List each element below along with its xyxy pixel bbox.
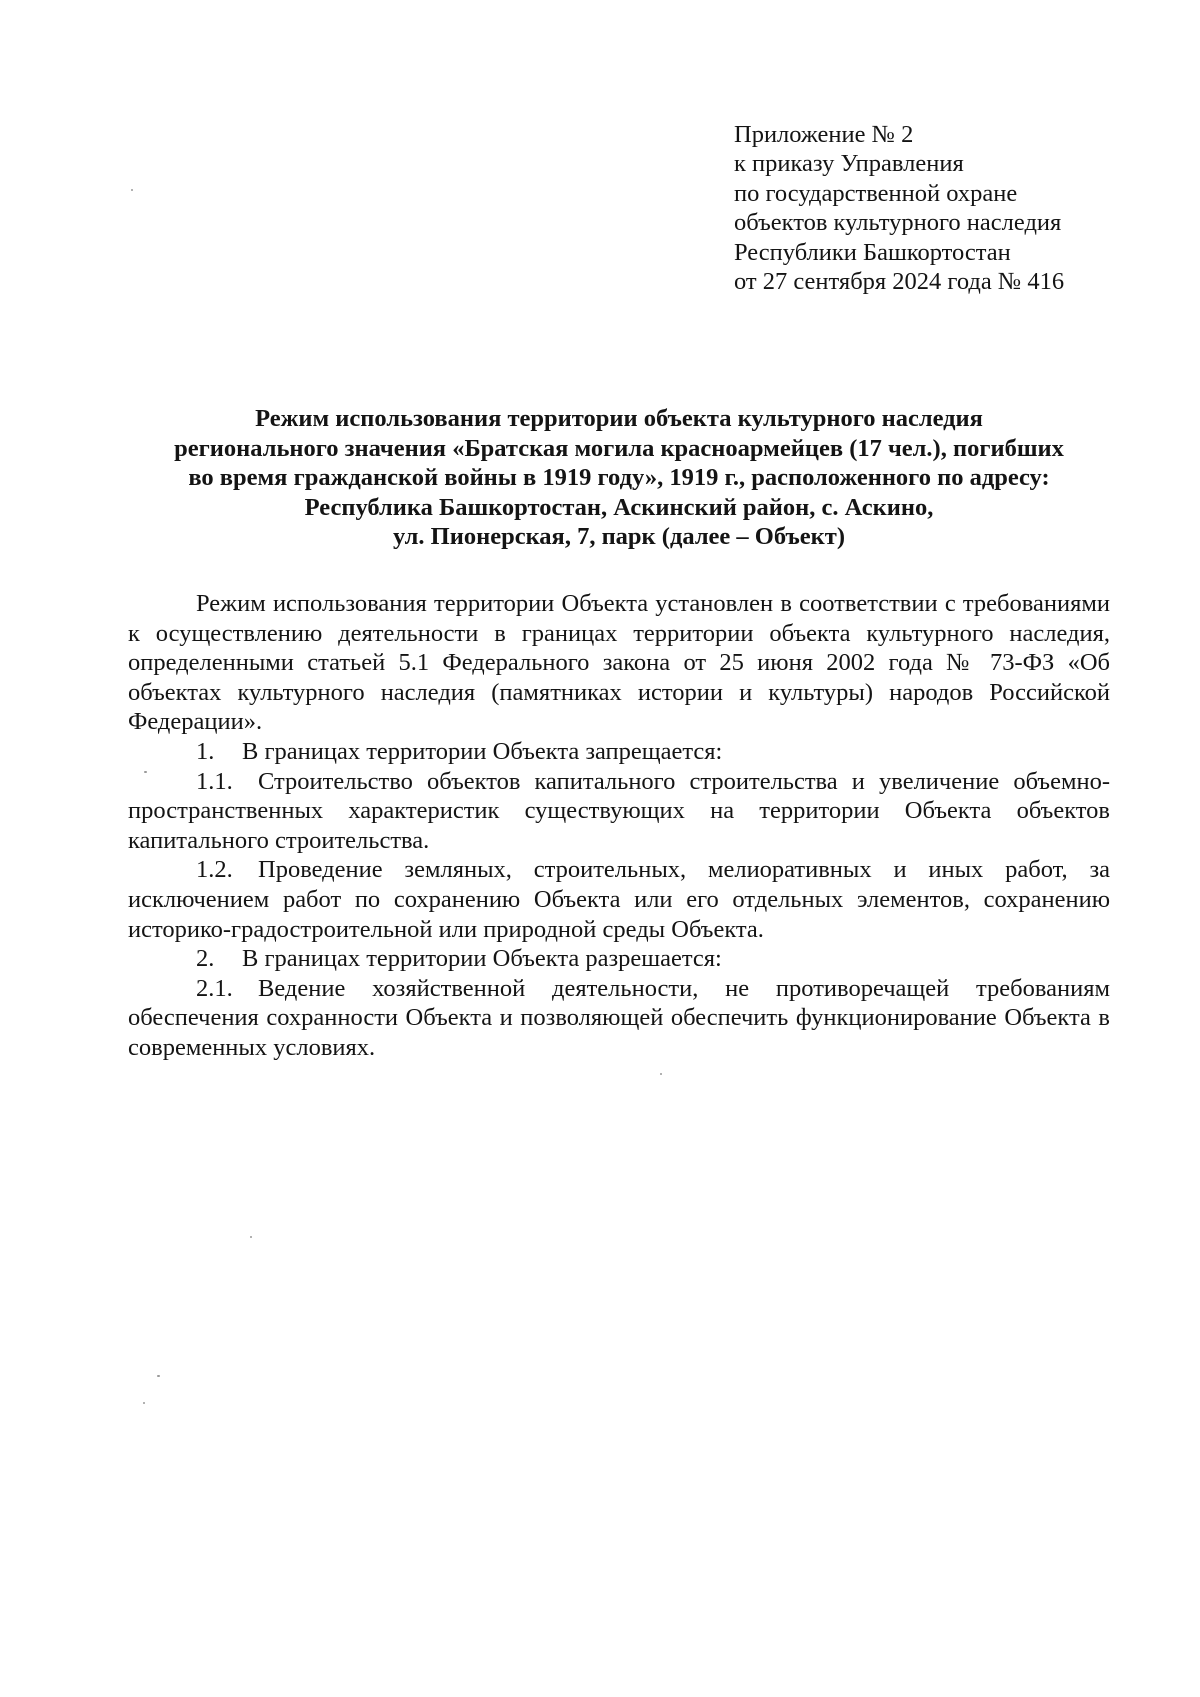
scan-speck bbox=[143, 1402, 145, 1404]
document-body bbox=[128, 589, 1110, 1063]
appendix-line: Республики Башкортостан bbox=[734, 238, 1011, 266]
list-item bbox=[128, 737, 1110, 767]
appendix-line: от 27 сентября 2024 года № 416 bbox=[734, 268, 1065, 296]
document-title bbox=[128, 404, 1110, 552]
scan-speck bbox=[250, 1236, 252, 1238]
item-text: Проведение земляных, строительных, мелиоративных и иных работ, за исключением работ по сохранению Объекта или его отдельных элементов, сохранению историко-градостроительной или природной среды Объекта. bbox=[128, 856, 1110, 943]
title-line: ул. Пионерская, 7, парк (далее – Объект) bbox=[393, 523, 845, 551]
intro-paragraph: Режим использования территории Объекта установлен в соответствии с требованиями к осуществлению деятельности в границах территории объекта культурного наследия, определенными статьей 5.1 Федерального закона от 25 июня 2002 года № 73-ФЗ «Об объектах культурного наследия (памятниках истории и культуры) народов Российской Федерации». bbox=[128, 590, 1110, 736]
appendix-line: Приложение № 2 bbox=[734, 121, 914, 148]
item-text: Строительство объектов капитального строительства и увеличение объемно-пространственных характеристик существующих на территории Объекта объектов капитального строительства. bbox=[128, 767, 1110, 854]
list-item bbox=[128, 767, 1110, 856]
item-text: В границах территории Объекта разрешается: bbox=[242, 945, 722, 973]
scan-speck bbox=[144, 771, 147, 773]
scan-speck bbox=[131, 189, 133, 191]
item-number: 1.1. bbox=[196, 767, 233, 795]
item-number: 2. bbox=[196, 945, 215, 973]
title-line: регионального значения «Братская могила красноармейцев (17 чел.), погибших bbox=[174, 434, 1064, 462]
scan-speck bbox=[157, 1375, 160, 1377]
item-number: 2.1. bbox=[196, 974, 233, 1002]
appendix-header bbox=[734, 120, 1154, 296]
item-number: 1. bbox=[196, 737, 215, 765]
list-item bbox=[128, 944, 1110, 974]
item-number: 1.2. bbox=[196, 856, 233, 884]
item-text: В границах территории Объекта запрещается: bbox=[242, 737, 723, 765]
item-text: Ведение хозяйственной деятельности, не противоречащей требованиям обеспечения сохранности Объекта и позволяющей обеспечить функционирование Объекта в современных условиях. bbox=[128, 974, 1110, 1061]
appendix-line: по государственной охране bbox=[734, 179, 1018, 207]
appendix-line: объектов культурного наследия bbox=[734, 209, 1062, 237]
list-item bbox=[128, 855, 1110, 944]
title-line: Режим использования территории объекта культурного наследия bbox=[255, 405, 983, 432]
list-item bbox=[128, 974, 1110, 1063]
title-line: Республика Башкортостан, Аскинский район, с. Аскино, bbox=[304, 493, 934, 521]
title-line: во время гражданской войны в 1919 году», 1919 г., расположенного по адресу: bbox=[188, 464, 1050, 492]
appendix-line: к приказу Управления bbox=[734, 150, 964, 178]
scan-speck bbox=[660, 1073, 662, 1075]
